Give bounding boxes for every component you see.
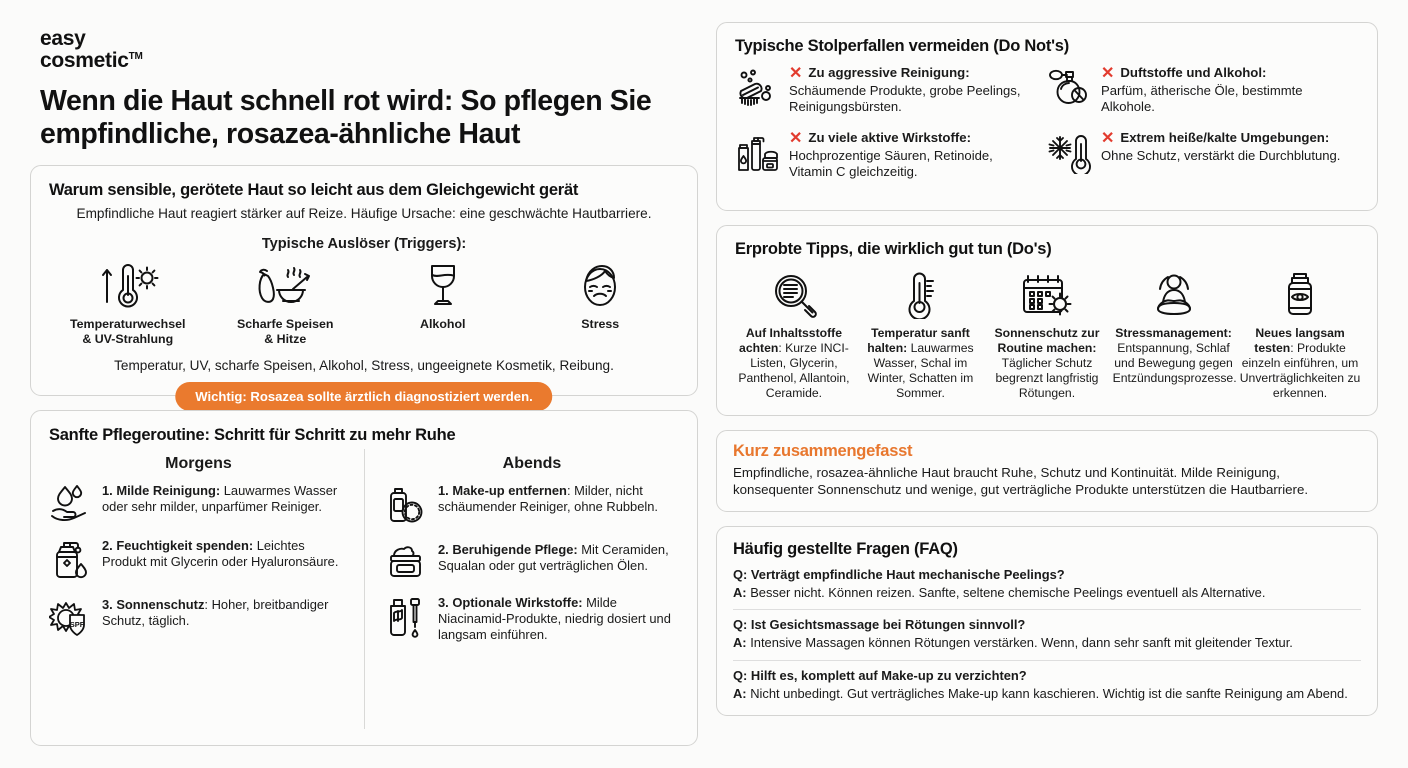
- close-icon: ✕: [789, 65, 803, 82]
- dont-heading: [789, 130, 1039, 147]
- card-summary: [716, 430, 1378, 512]
- dont-body: [1101, 65, 1351, 116]
- routine-step-text: 1. Milde Reinigung: Lauwarmes Wasser oder sehr milder, unparfümer Reiniger.: [102, 482, 338, 514]
- faq-list: [733, 567, 1361, 703]
- summary-text: Empfindliche, rosazea-ähnliche Haut braucht Ruhe, Schutz und Kontinuität. Milde Reinigung, konsequenter Sonnenschutz und wenige, gut verträgliche Produkte unterstützen die Hautbarriere.: [733, 464, 1309, 498]
- routine-step: [49, 483, 348, 521]
- brand-line-1: easy: [40, 27, 86, 50]
- triggers-heading: Typische Auslöser (Triggers):: [261, 235, 467, 252]
- trigger-item: [525, 260, 675, 332]
- routine-step-text: 2. Beruhigende Pflege: Mit Ceramiden, Squalan oder gut verträglichen Ölen.: [438, 541, 669, 573]
- sun-spf-shield-icon: [49, 597, 91, 639]
- a-prefix: A:: [733, 584, 747, 600]
- dont-item: [735, 130, 1047, 181]
- card-why-sensitive-skin: [30, 165, 698, 404]
- dont-heading: [1101, 65, 1351, 82]
- dont-item: [1047, 130, 1359, 181]
- trademark-symbol: TM: [128, 51, 143, 63]
- routine-step: [385, 483, 679, 525]
- dont-desc: Ohne Schutz, verstärkt die Durchblutung.: [1101, 147, 1341, 163]
- trigger-label: Alkohol: [420, 316, 466, 331]
- dont-item: [735, 65, 1047, 116]
- card-title-dos: Erprobte Tipps, die wirklich gut tun (Do's): [735, 240, 1052, 259]
- routine-step: [49, 597, 348, 639]
- card-faq: [716, 526, 1378, 716]
- card-title-balance: Warum sensible, gerötete Haut so leicht aus dem Gleichgewicht gerät: [49, 181, 579, 200]
- do-text: Neues langsam testen: Produkte einzeln einführen, um Unverträglichkeiten zu erkennen.: [1239, 326, 1361, 400]
- faq-question-text: Hilft es, komplett auf Make-up zu verzichten?: [750, 667, 1027, 683]
- serum-dropper-icon: [385, 595, 427, 639]
- cream-jar-icon: [385, 542, 427, 578]
- dont-item: [1047, 65, 1359, 116]
- dont-title: Extrem heiße/kalte Umgebungen:: [1120, 129, 1330, 145]
- donts-grid: [735, 65, 1359, 194]
- faq-question-text: Ist Gesichtsmassage bei Rötungen sinnvoll?: [750, 617, 1026, 633]
- card-subtitle-balance: Empfindliche Haut reagiert stärker auf Reize. Häufige Ursache: eine geschwächte Hautbarriere.: [76, 206, 652, 222]
- card-title-summary: Kurz zusammengefasst: [733, 441, 913, 460]
- dont-desc: Hochprozentige Säuren, Retinoide, Vitamin C gleichzeitig.: [789, 147, 993, 180]
- do-item: [986, 269, 1108, 400]
- faq-question-text: Verträgt empfindliche Haut mechanische Peelings?: [750, 566, 1065, 582]
- do-item: [733, 269, 855, 400]
- right-column: [716, 22, 1378, 746]
- triggers-row: [49, 260, 679, 347]
- routine-evening: [364, 449, 679, 729]
- trigger-item: [368, 260, 518, 332]
- perfume-bottle-icon: [1047, 65, 1093, 107]
- dont-desc: Parfüm, ätherische Öle, bestimmte Alkohole.: [1101, 83, 1303, 115]
- vial-eye-icon: [1239, 269, 1361, 319]
- card-dos: [716, 225, 1378, 415]
- card-donts: [716, 22, 1378, 211]
- faq-answer: [733, 585, 1361, 602]
- brand-line-2: cosmetic: [40, 49, 129, 73]
- card-care-routine: [30, 410, 698, 746]
- dont-desc: Schäumende Produkte, grobe Peelings, Reinigungsbürsten.: [789, 83, 1021, 115]
- close-icon: ✕: [789, 129, 803, 147]
- do-item: [1239, 269, 1361, 400]
- dont-body: [789, 65, 1039, 116]
- a-prefix: A:: [733, 635, 747, 651]
- trigger-item: [53, 260, 203, 347]
- divider: [733, 660, 1361, 661]
- a-prefix: A:: [733, 685, 747, 701]
- faq-answer: [733, 686, 1361, 703]
- q-prefix: Q:: [733, 617, 748, 633]
- routine-step: [49, 538, 348, 580]
- trigger-label: Temperaturwechsel & UV-Strahlung: [70, 316, 186, 346]
- close-icon: ✕: [1101, 65, 1115, 82]
- routine-step-text: 3. Optionale Wirkstoffe: Milde Niacinamid-Produkte, niedrig dosiert und langsam einführen.: [438, 594, 671, 643]
- routine-step-text: 1. Make-up entfernen: Milder, nicht schäumender Reiniger, ohne Rubbeln.: [438, 482, 659, 514]
- dont-title: Zu viele aktive Wirkstoffe:: [808, 129, 971, 145]
- left-column: [30, 22, 698, 746]
- do-text: Temperatur sanft halten: Lauwarmes Wasser, Schal im Winter, Schatten im Sommer.: [867, 326, 974, 400]
- faq-answer-text: Nicht unbedingt. Gut verträgliches Make-up kann kaschieren. Wichtig ist die sanfte Reinigung am Abend.: [750, 685, 1348, 701]
- dont-body: [789, 130, 1039, 181]
- routine-step-text: 2. Feuchtigkeit spenden: Leichtes Produkt mit Glycerin oder Hyaluronsäure.: [102, 537, 339, 569]
- morning-heading: Morgens: [165, 454, 232, 472]
- do-text: Stressmanagement: Entspannung, Schlaf und Bewegung gegen Entzündungsprozesse.: [1112, 326, 1237, 386]
- dont-heading: [1101, 130, 1351, 147]
- evening-heading: Abends: [502, 454, 562, 472]
- card-title-faq: Häufig gestellte Fragen (FAQ): [733, 539, 958, 558]
- water-drop-hand-icon: [49, 483, 91, 521]
- wine-glass-icon: [368, 260, 518, 310]
- meditation-icon: [1113, 269, 1235, 319]
- faq-item: [733, 617, 1361, 652]
- routine-morning: [49, 449, 364, 729]
- cleaning-brush-icon: [735, 65, 781, 107]
- stressed-face-icon: [525, 260, 675, 310]
- triggers-footnote: Temperatur, UV, scharfe Speisen, Alkohol, Stress, ungeeignete Kosmetik, Reibung.: [114, 357, 614, 373]
- skincare-products-icon: [735, 130, 781, 172]
- chili-bowl-icon: [210, 260, 360, 310]
- dont-title: Duftstoffe und Alkohol:: [1120, 65, 1267, 80]
- magnifier-list-icon: [733, 269, 855, 319]
- routine-step: [385, 542, 679, 578]
- trigger-item: [210, 260, 360, 347]
- faq-answer: [733, 635, 1361, 652]
- thermometer-icon: [860, 269, 982, 319]
- brand-logo: [40, 28, 698, 73]
- faq-answer-text: Besser nicht. Können reizen. Sanfte, seltene chemische Peelings eventuell als Alternative.: [750, 584, 1266, 600]
- do-text: Auf Inhaltsstoffe achten: Kurze INCI-Listen, Glycerin, Panthenol, Allantoin, Ceramide.: [738, 326, 850, 400]
- faq-answer-text: Intensive Massagen können Rötungen verstärken. Wenn, dann sehr sanft mit gleitender Textur.: [750, 635, 1293, 651]
- divider: [733, 609, 1361, 610]
- do-item: [1113, 269, 1235, 400]
- card-title-donts: Typische Stolperfallen vermeiden (Do Not's): [735, 37, 1069, 55]
- trigger-label: Scharfe Speisen & Hitze: [237, 316, 334, 346]
- q-prefix: Q:: [733, 667, 748, 683]
- q-prefix: Q:: [733, 566, 748, 582]
- faq-item: [733, 668, 1361, 703]
- faq-question: [733, 668, 1361, 685]
- do-item: [860, 269, 982, 400]
- faq-item: [733, 567, 1361, 602]
- routine-step: [385, 595, 679, 644]
- faq-question: [733, 617, 1361, 634]
- close-icon: ✕: [1101, 129, 1115, 147]
- dos-row: [727, 269, 1367, 400]
- dont-body: [1101, 130, 1351, 164]
- routine-columns: [49, 449, 679, 729]
- trigger-label: Stress: [581, 316, 620, 331]
- faq-question: [733, 567, 1361, 584]
- pump-bottle-drop-icon: [49, 538, 91, 580]
- page-title: Wenn die Haut schnell rot wird: So pflegen Sie empfindliche, rosazea-ähnliche Haut: [40, 84, 652, 150]
- status-badge: Wichtig: Rosazea sollte ärztlich diagnostiziert werden.: [175, 382, 552, 411]
- dont-title: Zu aggressive Reinigung:: [808, 65, 970, 80]
- thermometer-sun-icon: [53, 260, 203, 310]
- do-text: Sonnenschutz zur Routine machen: Täglicher Schutz begrenzt langfristig Rötungen.: [994, 326, 1100, 400]
- snowflake-thermometer-icon: [1047, 130, 1093, 174]
- calendar-sun-icon: [986, 269, 1108, 319]
- svg-text:SPF: SPF: [69, 619, 85, 629]
- dont-heading: [789, 65, 1039, 82]
- cleanser-pad-icon: [385, 483, 427, 525]
- routine-step-text: 3. Sonnenschutz: Hoher, breitbandiger Schutz, täglich.: [102, 596, 329, 628]
- card-title-routine: Sanfte Pflegeroutine: Schritt für Schritt zu mehr Ruhe: [49, 425, 456, 444]
